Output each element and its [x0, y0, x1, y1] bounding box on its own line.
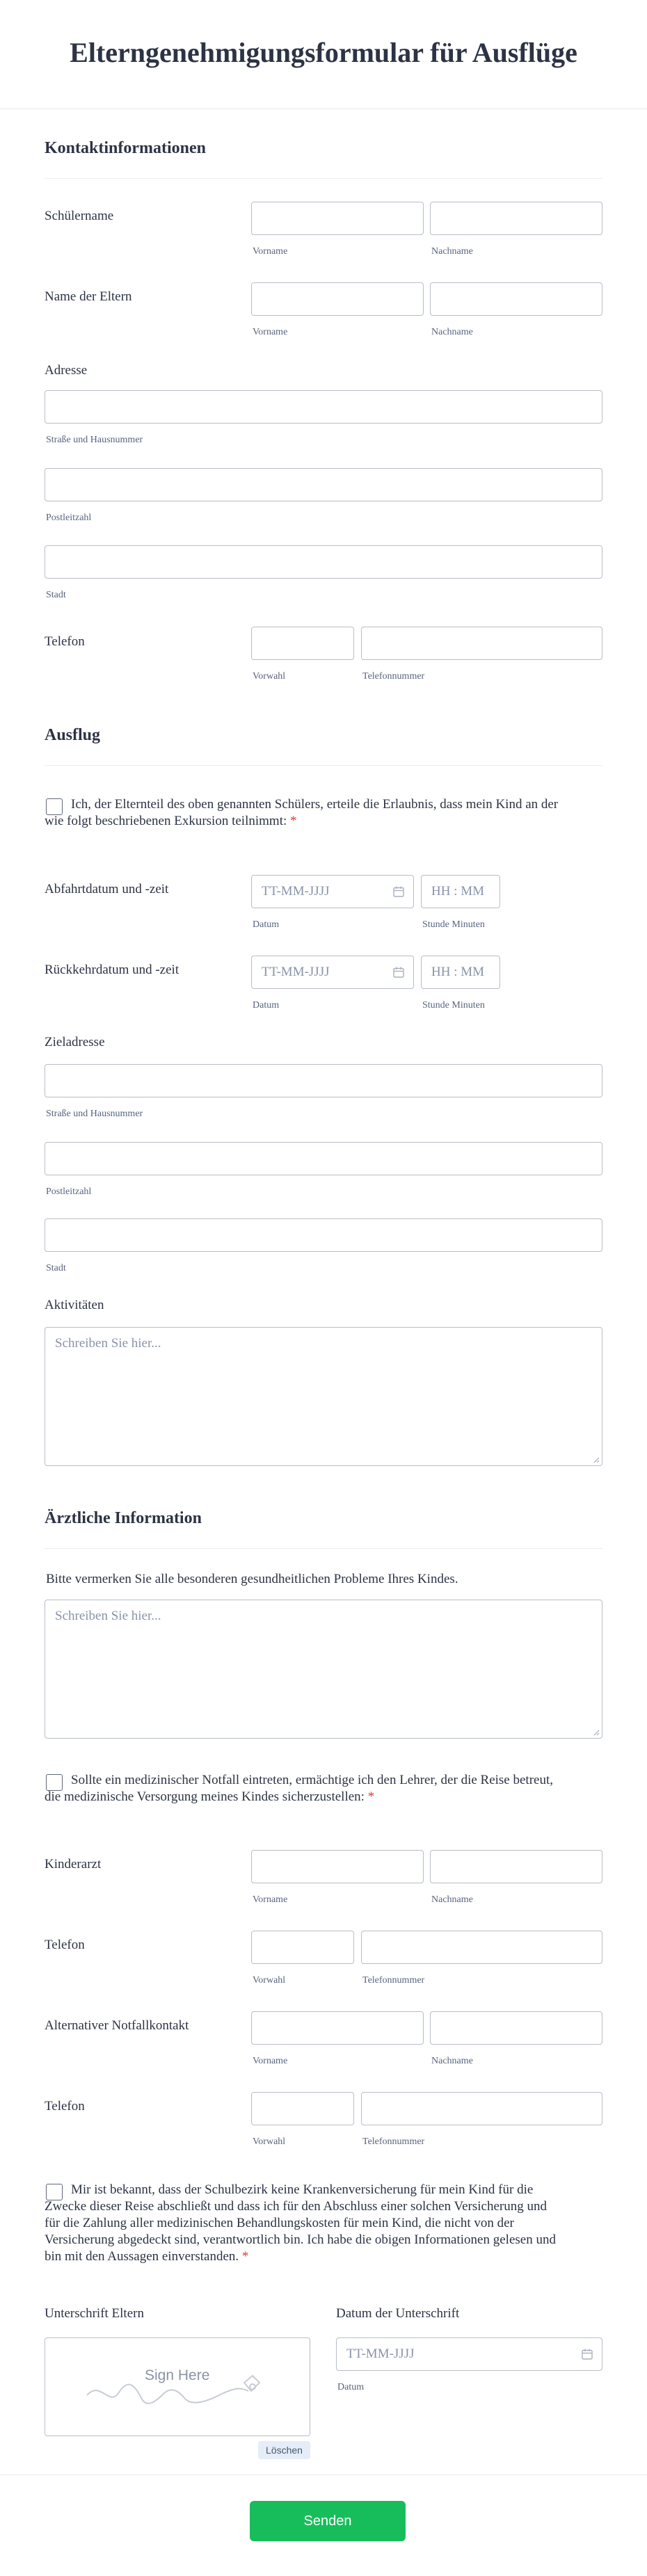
footer-divider: [0, 2474, 647, 2475]
alt-phone-area-input[interactable]: [251, 2092, 354, 2125]
doctor-first-name-input[interactable]: [251, 1850, 424, 1883]
area-code-sublabel: Vorwahl: [253, 1975, 286, 1986]
alt-contact-label: Alternativer Notfallkontakt: [45, 2018, 189, 2033]
student-first-name-input[interactable]: [251, 202, 424, 235]
time-sublabel: Stunde Minuten: [422, 919, 485, 930]
address-label: Adresse: [45, 363, 88, 378]
student-last-name-input[interactable]: [430, 202, 602, 235]
activities-label: Aktivitäten: [45, 1298, 104, 1312]
doctor-label: Kinderarzt: [45, 1857, 102, 1871]
parent-first-name-input[interactable]: [251, 282, 424, 316]
zip-input[interactable]: [45, 468, 602, 501]
destination-street-input[interactable]: [45, 1064, 602, 1097]
city-sublabel: Stadt: [46, 1263, 66, 1273]
alt-phone-label: Telefon: [45, 2099, 85, 2114]
date-placeholder: TT-MM-JJJJ: [346, 2346, 415, 2361]
signature-date-input[interactable]: [336, 2337, 602, 2371]
textarea-placeholder: Schreiben Sie hier...: [55, 1336, 161, 1351]
phone-label: Telefon: [45, 634, 85, 649]
return-date-input[interactable]: [251, 956, 414, 989]
date-sublabel: Datum: [337, 2382, 365, 2392]
section-medical-heading: Ärztliche Information: [45, 1509, 202, 1527]
signature-pad[interactable]: [45, 2337, 310, 2436]
city-input[interactable]: [45, 545, 602, 579]
zip-sublabel: Postleitzahl: [46, 513, 92, 523]
submit-button[interactable]: Senden: [250, 2501, 406, 2541]
return-label: Rückkehrdatum und -zeit: [45, 963, 179, 977]
section-divider: [45, 1548, 602, 1549]
first-name-sublabel: Vorname: [253, 327, 288, 337]
doctor-phone-label: Telefon: [45, 1938, 85, 1952]
signature-label: Unterschrift Eltern: [45, 2306, 144, 2321]
parent-last-name-input[interactable]: [430, 282, 602, 316]
departure-date-input[interactable]: [251, 875, 414, 908]
resize-handle-icon[interactable]: [593, 1456, 600, 1463]
alt-contact-last-name-input[interactable]: [430, 2011, 602, 2045]
destination-zip-input[interactable]: [45, 1142, 602, 1175]
street-sublabel: Straße und Hausnummer: [46, 435, 143, 445]
medical-emergency-text: Sollte ein medizinischer Notfall eintreten, ermächtige ich den Lehrer, der die Reise betreut, die medizinische Versorgung meines Kindes sicherzustellen: *: [45, 1773, 553, 1804]
area-code-sublabel: Vorwahl: [253, 671, 286, 682]
city-sublabel: Stadt: [46, 590, 66, 600]
departure-time-input[interactable]: [421, 875, 500, 908]
signature-date-label: Datum der Unterschrift: [336, 2306, 460, 2321]
destination-label: Zieladresse: [45, 1035, 105, 1049]
section-divider: [45, 765, 602, 766]
street-input[interactable]: [45, 390, 602, 424]
activities-textarea[interactable]: [45, 1327, 602, 1466]
sign-here-hint: Sign Here: [145, 2367, 210, 2383]
first-name-sublabel: Vorname: [253, 1894, 288, 1905]
time-sublabel: Stunde Minuten: [422, 1000, 485, 1011]
last-name-sublabel: Nachname: [431, 246, 473, 257]
last-name-sublabel: Nachname: [431, 2056, 473, 2066]
zip-sublabel: Postleitzahl: [46, 1186, 92, 1197]
calendar-icon[interactable]: [581, 2348, 593, 2360]
phone-area-input[interactable]: [251, 627, 354, 660]
phone-number-sublabel: Telefonnummer: [362, 2136, 425, 2147]
student-name-label: Schülername: [45, 209, 114, 223]
section-contact-heading: Kontaktinformationen: [45, 139, 207, 157]
first-name-sublabel: Vorname: [253, 246, 288, 257]
health-issues-label: Bitte vermerken Sie alle besonderen gesundheitlichen Probleme Ihres Kindes.: [46, 1572, 458, 1586]
calendar-icon[interactable]: [392, 966, 405, 979]
section-trip-heading: Ausflug: [45, 726, 101, 744]
departure-label: Abfahrtdatum und -zeit: [45, 882, 169, 896]
date-placeholder: TT-MM-JJJJ: [262, 884, 330, 899]
doctor-phone-area-input[interactable]: [251, 1931, 354, 1964]
date-sublabel: Datum: [253, 1000, 280, 1011]
textarea-placeholder: Schreiben Sie hier...: [55, 1609, 161, 1623]
destination-city-input[interactable]: [45, 1218, 602, 1252]
calendar-icon[interactable]: [392, 885, 405, 898]
last-name-sublabel: Nachname: [431, 1894, 473, 1905]
doctor-last-name-input[interactable]: [430, 1850, 602, 1883]
phone-number-sublabel: Telefonnummer: [362, 671, 425, 682]
alt-contact-first-name-input[interactable]: [251, 2011, 424, 2045]
street-sublabel: Straße und Hausnummer: [46, 1109, 143, 1119]
last-name-sublabel: Nachname: [431, 327, 473, 337]
date-placeholder: TT-MM-JJJJ: [262, 965, 330, 979]
time-placeholder: HH : MM: [431, 884, 485, 899]
trip-consent-text: Ich, der Elternteil des oben genannten Schülers, erteile die Erlaubnis, dass mein Kind an der wie folgt beschriebenen Exkursion teilnimmt: *: [45, 797, 559, 828]
section-divider: [45, 178, 602, 179]
phone-number-sublabel: Telefonnummer: [362, 1975, 425, 1986]
first-name-sublabel: Vorname: [253, 2056, 288, 2066]
doctor-phone-number-input[interactable]: [361, 1931, 602, 1964]
alt-phone-number-input[interactable]: [361, 2092, 602, 2125]
date-sublabel: Datum: [253, 919, 280, 930]
insurance-consent-text: Mir ist bekannt, dass der Schulbezirk keine Krankenversicherung für mein Kind für die Zwecke dieser Reise abschließt und dass ich für den Abschluss einer solchen Versicherung und für die Zahlung aller medizinischen Behandlungskosten für mein Kind, die nicht von der Versicherung abgedeckt sind, verantwortlich bin. Ich habe die obigen Informationen gelesen und bin mit den Aussagen einverstanden. *: [45, 2182, 556, 2264]
parent-name-label: Name der Eltern: [45, 289, 132, 304]
clear-signature-button[interactable]: Löschen: [258, 2441, 310, 2459]
return-time-input[interactable]: [421, 956, 500, 989]
time-placeholder: HH : MM: [431, 965, 485, 979]
health-issues-textarea[interactable]: [45, 1600, 602, 1739]
area-code-sublabel: Vorwahl: [253, 2136, 286, 2147]
form-title: Elterngenehmigungsformular für Ausflüge: [70, 37, 577, 68]
header-divider: [0, 108, 647, 109]
phone-number-input[interactable]: [361, 627, 602, 660]
resize-handle-icon[interactable]: [593, 1729, 600, 1736]
